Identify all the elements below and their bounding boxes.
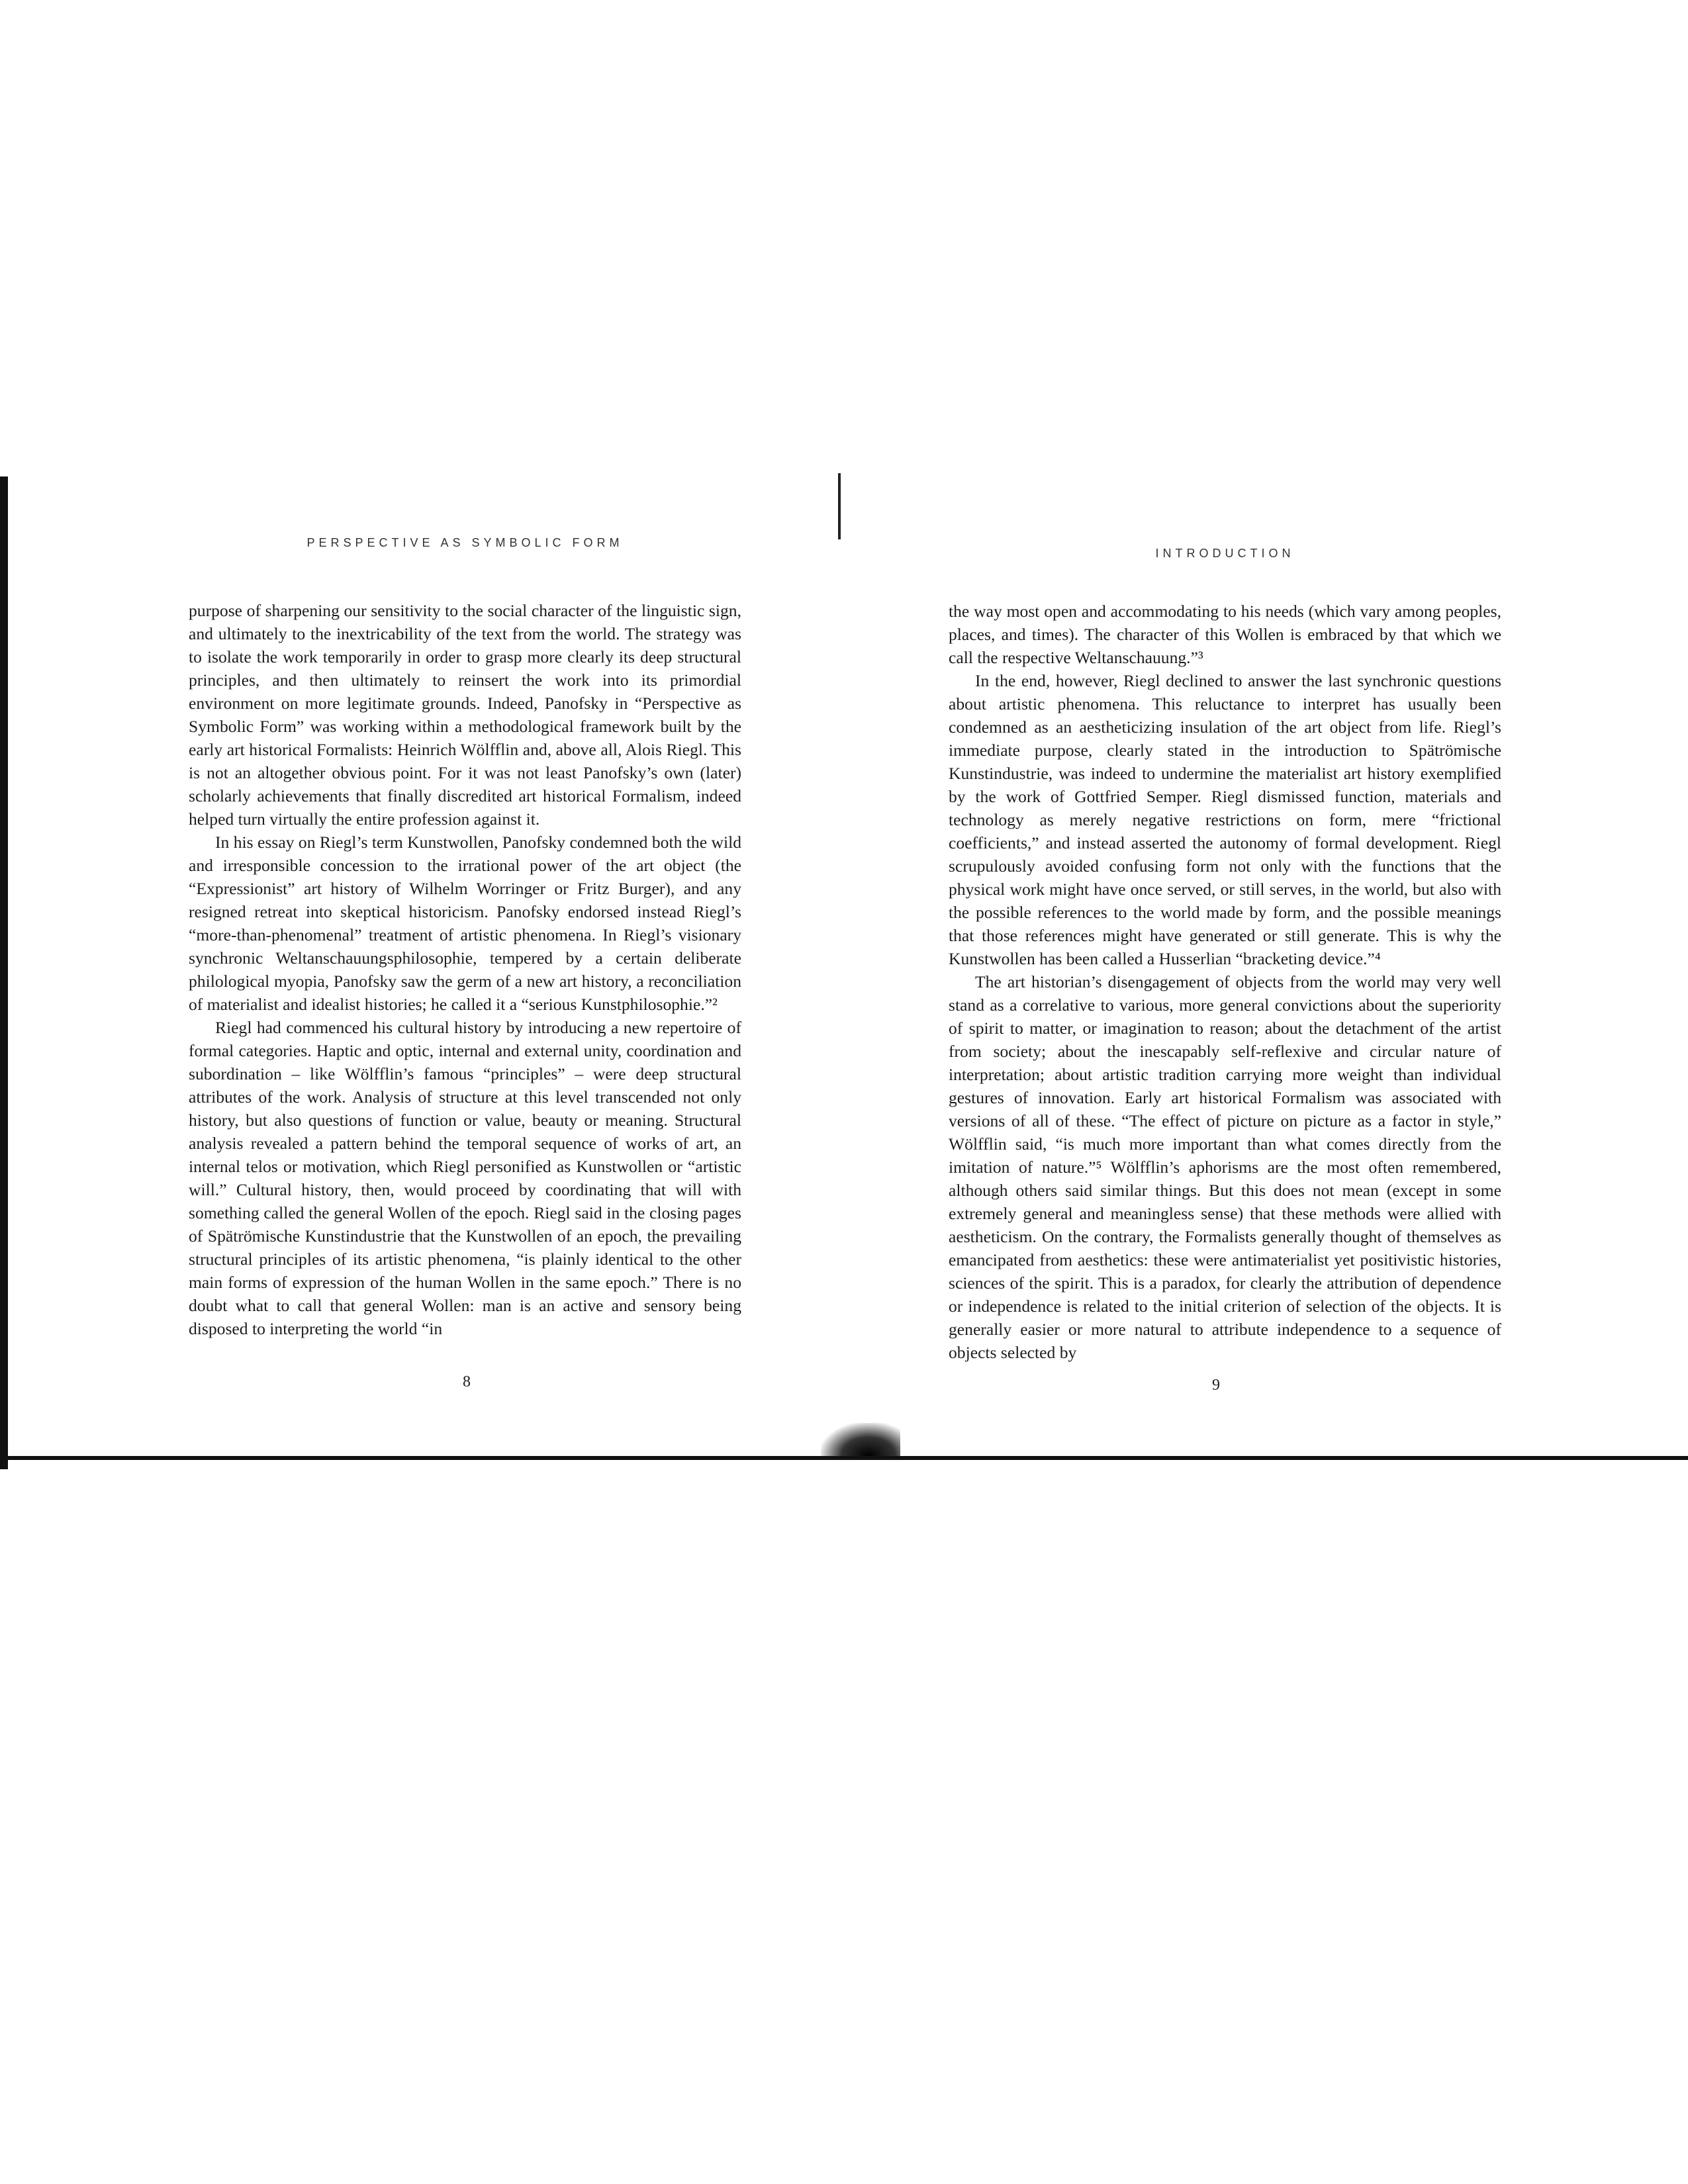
binding-shadow — [821, 1423, 900, 1456]
left-paragraph-1: purpose of sharpening our sensitivity to the social character of the linguistic sign, and ultimately to the inextricability of the text from the world. The strategy was to isolate the work temporarily in order to grasp more clearly its deep structural principles, and then ultimately to reinsert the work into its primordial environment on more legitimate grounds. Indeed, Panofsky in “Perspective as Symbolic Form” was working within a methodological framework built by the early art historical Formalists: Heinrich Wölfflin and, above all, Alois Riegl. This is not an altogether obvious point. For it was not least Panofsky’s own (later) scholarly achievements that finally discredited art historical Formalism, indeed helped turn virtually the entire profession against it. — [189, 601, 741, 829]
right-paragraph-3: The art historian’s disengagement of objects from the world may very well stand as a correlative to various, more general convictions about the superiority of spirit to matter, or imagination to reason; about the detachment of the artist from society; about the inescapably self-reflexive and circular nature of interpretation; about artistic tradition carrying more weight than individual gestures of innovation. Early art historical Formalism was associated with versions of all of these. “The effect of picture on picture as a factor in style,” Wölfflin said, “is much more important than what comes directly from the imitation of nature.”⁵ Wölfflin’s aphorisms are the most often remembered, although others said similar things. But this does not mean (except in some extremely general and meaningless sense) that these methods were allied with aestheticism. On the contrary, the Formalists generally thought of themselves as emancipated from aesthetics: these were antimaterialist yet positivistic histories, sciences of the spirit. This is a paradox, for clearly the attribution of dependence or independence is related to the initial criterion of selection of the objects. It is generally easier or more natural to attribute independence to a sequence of objects selected by — [949, 972, 1501, 1362]
scan-edge-bottom — [0, 1456, 1688, 1460]
left-body-text — [189, 599, 741, 1340]
right-paragraph-2: In the end, however, Riegl declined to answer the last synchronic questions about artistic phenomena. This reluctance to interpret has usually been condemned as an aestheticizing insulation of the art object from life. Riegl’s immediate purpose, clearly stated in the introduction to Spätrömische Kunstindustrie, was indeed to undermine the materialist art history exemplified by the work of Gottfried Semper. Riegl dismissed function, materials and technology as merely negative restrictions on form, mere “frictional coefficients,” and instead asserted the autonomy of formal development. Riegl scrupulously avoided confusing form not only with the functions that the physical work might have once served, or still serves, in the world, but also with the possible references to the world made by form, and the possible meanings that those references might have generated or still generate. This is why the Kunstwollen has been called a Husserlian “bracketing device.”⁴ — [949, 671, 1501, 968]
left-paragraph-2: In his essay on Riegl’s term Kunstwollen, Panofsky condemned both the wild and irresponsible concession to the irrational power of the art object (the “Expressionist” art history of Wilhelm Worringer or Fritz Burger), and any resigned retreat into skeptical historicism. Panofsky endorsed instead Riegl’s “more-than-phenomenal” treatment of artistic phenomena. In Riegl’s visionary synchronic Weltanschauungsphilosophie, tempered by a certain deliberate philological myopia, Panofsky saw the germ of a new art history, a reconciliation of materialist and idealist histories; he called it a “serious Kunstphilosophie.”² — [189, 833, 741, 1014]
scan-edge-left — [0, 477, 8, 1469]
gutter-mark — [838, 473, 841, 539]
right-paragraph-1: the way most open and accommodating to his needs (which vary among peoples, places, and times). The character of this Wollen is embraced by that which we call the respective Weltanschauung.”³ — [949, 602, 1501, 667]
left-paragraph-3: Riegl had commenced his cultural history by introducing a new repertoire of formal categories. Haptic and optic, internal and external unity, coordination and subordination – like Wölfflin’s famous “principles” – were deep structural attributes of the work. Analysis of structure at this level transcended not only history, but also questions of function or value, beauty or meaning. Structural analysis revealed a pattern behind the temporal sequence of works of art, an internal telos or motivation, which Riegl personified as Kunstwollen or “artistic will.” Cultural history, then, would proceed by coordinating that will with something called the general Wollen of the epoch. Riegl said in the closing pages of Spätrömische Kunstindustrie that the Kunstwollen of an epoch, the prevailing structural principles of its artistic phenomena, “is plainly identical to the other main forms of expression of the human Wollen in the same epoch.” There is no doubt what to call that general Wollen: man is an active and sensory being disposed to interpreting the world “in — [189, 1018, 741, 1338]
right-page-number: 9 — [1212, 1377, 1220, 1394]
left-page-number: 8 — [463, 1373, 471, 1390]
left-page — [189, 536, 741, 1340]
right-body-text — [949, 600, 1501, 1364]
right-running-head: INTRODUCTION — [1155, 547, 1295, 560]
right-page — [949, 536, 1501, 1364]
left-running-head: PERSPECTIVE AS SYMBOLIC FORM — [306, 536, 624, 549]
